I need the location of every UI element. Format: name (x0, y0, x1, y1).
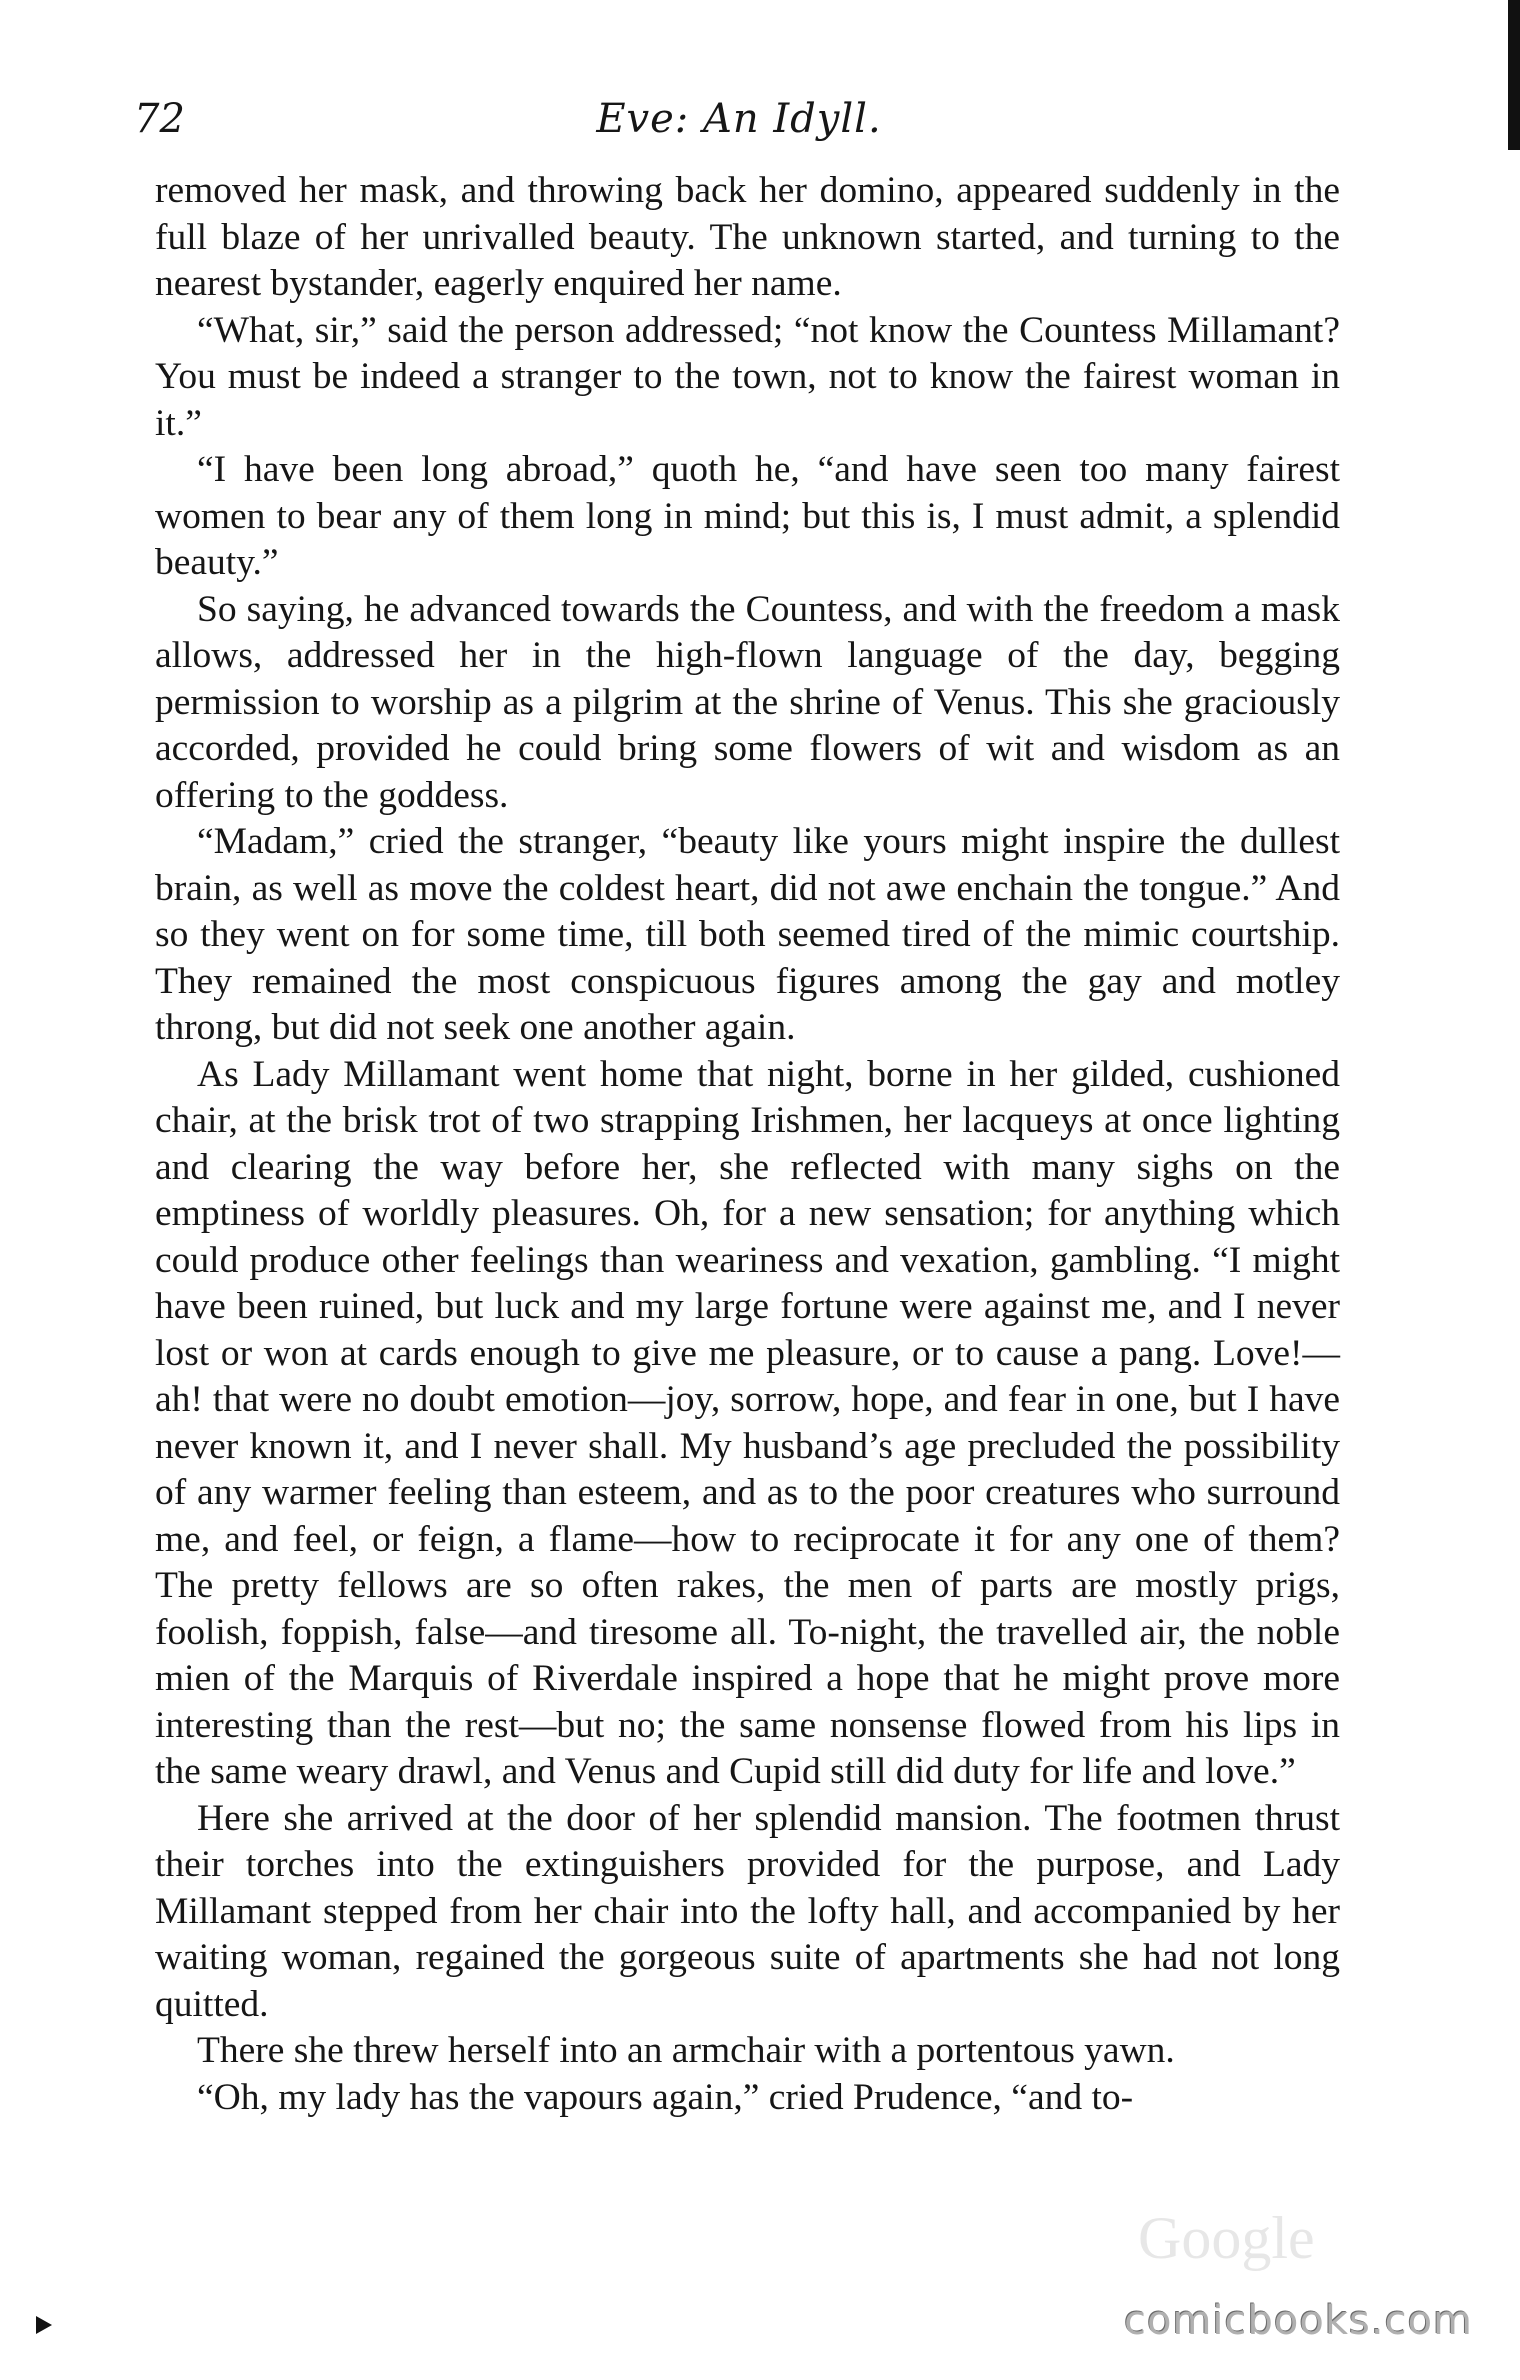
paragraph: As Lady Millamant went home that night, borne in her gilded, cushioned chair, at the brisk trot of two strapping Irishmen, her lacqueys at once lighting and clearing the way before her, she reflected with many sighs on the emptiness of worldly pleasures. Oh, for a new sensation; for anything which could produce other feelings than weariness and vexation, gambling. “I might have been ruined, but luck and my large fortune were against me, and I never lost or won at cards enough to give me pleasure, or to cause a pang. Love!—ah! that were no doubt emotion—joy, sorrow, hope, and fear in one, but I have never known it, and I never shall. My husband’s age precluded the possibility of any warmer feeling than esteem, and as to the poor creatures who surround me, and feel, or feign, a flame—how to reciprocate it for any one of them? The pretty fellows are so often rakes, the men of parts are mostly prigs, foolish, foppish, false—and tiresome all. To-night, the travelled air, the noble mien of the Marquis of Riverdale inspired a hope that he might prove more interesting than the rest—but no; the same nonsense flowed from his lips in the same weary drawl, and Venus and Cupid still did duty for life and love.” (155, 1053, 1340, 1792)
paragraph: So saying, he advanced towards the Countess, and with the freedom a mask allows, addressed her in the high-flown language of the day, begging permission to worship as a pilgrim at the shrine of Venus. This she graciously accorded, provided he could bring some flowers of wit and wisdom as an offering to the goddess. (155, 588, 1340, 816)
scan-edge-mark (1508, 0, 1520, 150)
google-watermark: Google (1138, 2205, 1315, 2271)
body-text (155, 168, 1340, 2121)
paragraph: Here she arrived at the door of her splendid mansion. The footmen thrust their torches into the extinguishers provided for the purpose, and Lady Millamant stepped from her chair into the lofty hall, and accompanied by her waiting woman, regained the gorgeous suite of apartments she had not long quitted. (155, 1797, 1340, 2025)
running-title: Eve: An Idyll. (596, 96, 882, 142)
paragraph: “Madam,” cried the stranger, “beauty like yours might inspire the dullest brain, as well as move the coldest heart, did not awe enchain the tongue.” And so they went on for some time, till both seemed tired of the mimic courtship. They remained the most conspicuous figures among the gay and motley throng, but did not seek one another again. (155, 821, 1340, 1048)
paragraph: “I have been long abroad,” quoth he, “and have seen too many fairest women to bear any of them long in mind; but this is, I must admit, a splendid beauty.” (155, 449, 1340, 583)
paragraph-continued: removed her mask, and throwing back her domino, appeared suddenly in the full blaze of her unrivalled beauty. The unknown started, and turning to the nearest bystander, eagerly enquired her name. (155, 170, 1340, 304)
paragraph: There she threw herself into an armchair with a portentous yawn. (197, 2030, 1175, 2071)
paragraph: “Oh, my lady has the vapours again,” cried Prudence, “and to- (197, 2076, 1134, 2118)
site-watermark: comicbooks.com (1124, 2298, 1474, 2344)
page-corner-arrow-icon (36, 2316, 52, 2334)
paragraph: “What, sir,” said the person addressed; “not know the Countess Millamant? You must be indeed a stranger to the town, not to know the fairest woman in it.” (155, 309, 1340, 444)
running-head (134, 96, 1344, 152)
page-number: 72 (134, 96, 185, 142)
